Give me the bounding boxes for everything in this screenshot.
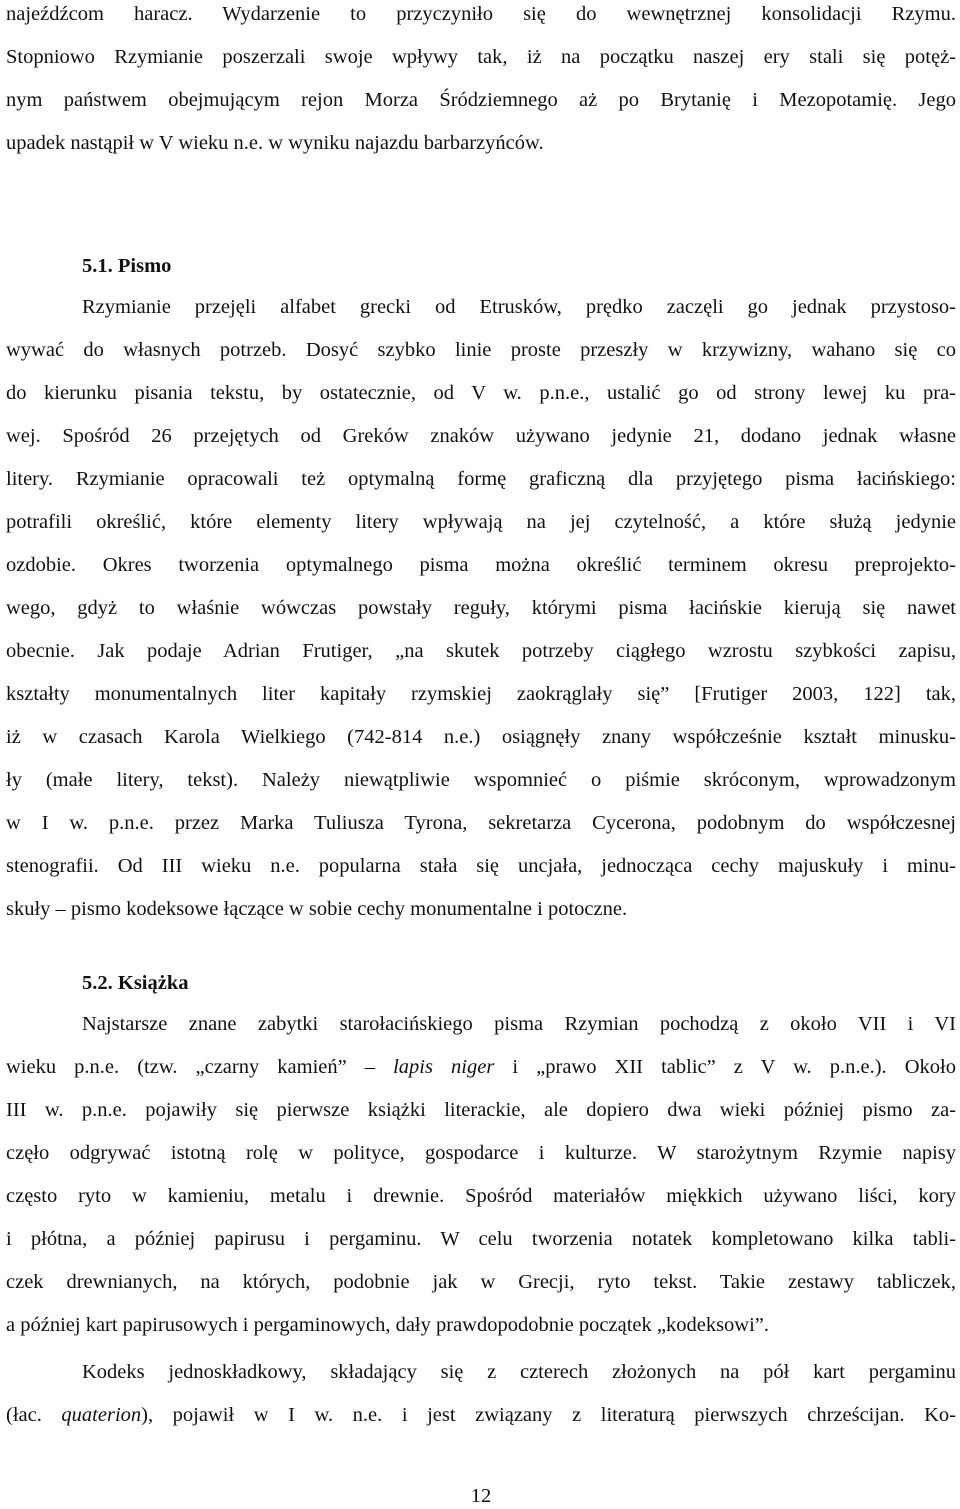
text-line: najeźdźcom haracz. Wydarzenie to przyczyniło się do wewnętrznej konsolidacji Rzymu. <box>6 3 956 25</box>
italic-term-lapis-niger: lapis niger <box>393 1056 495 1078</box>
text-line: litery. Rzymianie opracowali też optymalną formę graficzną dla przyjętego pisma łacińskiego: <box>6 468 956 490</box>
text-line: Najstarsze znane zabytki starołacińskiego pisma Rzymian pochodzą z około VII i VI <box>82 1013 956 1035</box>
text-span: (łac. <box>6 1404 62 1426</box>
text-line: wego, gdyż to właśnie wówczas powstały reguły, którymi pisma łacińskie kierują się nawet <box>6 597 956 619</box>
text-line: III w. p.n.e. pojawiły się pierwsze książki literackie, ale dopiero dwa wieki później pismo za- <box>6 1099 956 1121</box>
text-span: i „prawo XII tablic” z V w. p.n.e.). Około <box>494 1056 956 1078</box>
page-number: 12 <box>470 1485 492 1507</box>
text-span: ), pojawił w I w. n.e. i jest związany z literaturą pierwszych chrześcijan. Ko- <box>141 1404 956 1426</box>
text-span: wieku p.n.e. (tzw. „czarny kamień” – <box>6 1056 394 1078</box>
text-line: upadek nastąpił w V wieku n.e. w wyniku najazdu barbarzyńców. <box>6 132 544 154</box>
section-heading-ksiazka: 5.2. Książka <box>82 972 189 994</box>
text-line: Kodeks jednoskładkowy, składający się z czterech złożonych na pół kart pergaminu <box>82 1361 956 1383</box>
text-line: potrafili określić, które elementy litery wpływają na jej czytelność, a które służą jedynie <box>6 511 956 533</box>
text-line: skuły – pismo kodeksowe łączące w sobie cechy monumentalne i potoczne. <box>6 898 628 920</box>
text-line: często ryto w kamieniu, metalu i drewnie. Spośród materiałów miękkich używano liści, kory <box>6 1185 956 1207</box>
text-line: w I w. p.n.e. przez Marka Tuliusza Tyrona, sekretarza Cycerona, podobnym do współczesnej <box>6 812 956 834</box>
text-line: wywać do własnych potrzeb. Dosyć szybko linie proste przeszły w krzywizny, wahano się co <box>6 339 956 361</box>
text-line: wej. Spośród 26 przejętych od Greków znaków używano jedynie 21, dodano jednak własne <box>6 425 956 447</box>
text-line: do kierunku pisania tekstu, by ostatecznie, od V w. p.n.e., ustalić go od strony lewej ku pra- <box>6 382 956 404</box>
text-line: ozdobie. Okres tworzenia optymalnego pisma można określić terminem okresu preprojekto- <box>6 554 956 576</box>
text-line: nym państwem obejmującym rejon Morza Śródziemnego aż po Brytanię i Mezopotamię. Jego <box>6 89 956 111</box>
text-line: stenografii. Od III wieku n.e. popularna stała się uncjała, jednocząca cechy majuskuły i minu- <box>6 855 956 877</box>
italic-term-quaterion: quaterion <box>61 1404 142 1426</box>
text-line <box>6 1403 956 1427</box>
text-line: ły (małe litery, tekst). Należy niewątpliwie wspomnieć o piśmie skróconym, wprowadzonym <box>6 769 956 791</box>
text-line: Rzymianie przejęli alfabet grecki od Etrusków, prędko zaczęli go jednak przystoso- <box>82 296 956 318</box>
text-line: Stopniowo Rzymianie poszerzali swoje wpływy tak, iż na początku naszej ery stali się potęż- <box>6 46 956 68</box>
text-line: czek drewnianych, na których, podobnie jak w Grecji, ryto tekst. Takie zestawy tabliczek, <box>6 1271 956 1293</box>
section-heading-pismo: 5.1. Pismo <box>82 255 172 277</box>
text-line: obecnie. Jak podaje Adrian Frutiger, „na skutek potrzeby ciągłego wzrostu szybkości zapisu, <box>6 640 956 662</box>
text-line: a później kart papirusowych i pergaminowych, dały prawdopodobnie początek „kodeksowi”. <box>6 1314 770 1336</box>
document-page <box>6 0 956 1509</box>
text-line: częło odgrywać istotną rolę w polityce, gospodarce i kulturze. W starożytnym Rzymie napisy <box>6 1142 956 1164</box>
text-line: i płótna, a później papirusu i pergaminu. W celu tworzenia notatek kompletowano kilka tabli- <box>6 1228 956 1250</box>
text-line <box>6 1055 956 1079</box>
text-line: iż w czasach Karola Wielkiego (742-814 n.e.) osiągnęły znany współcześnie kształt minusku- <box>6 726 956 748</box>
text-line: kształty monumentalnych liter kapitały rzymskiej zaokrąglały się” [Frutiger 2003, 122] tak, <box>6 683 956 705</box>
